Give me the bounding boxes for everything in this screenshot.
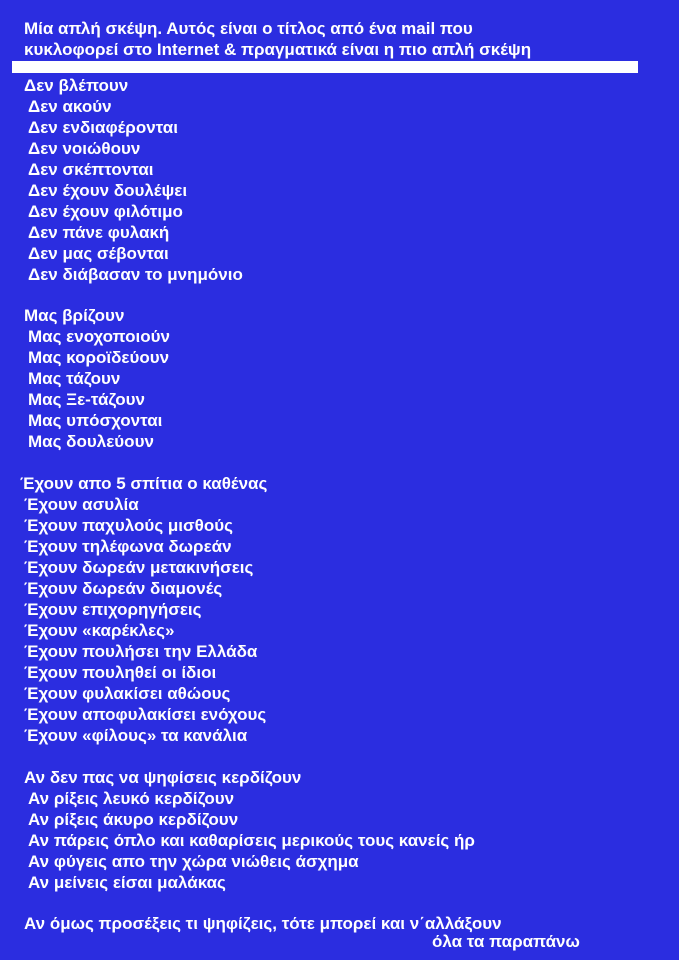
section3-line: Έχουν φυλακίσει αθώους	[24, 684, 231, 703]
section4-line: Αν φύγεις απο την χώρα νιώθεις άσχημα	[28, 852, 359, 871]
section4-line: Αν ρίξεις άκυρο κερδίζουν	[28, 810, 239, 829]
section3-line: Έχουν απο 5 σπίτια ο καθένας	[20, 474, 268, 493]
section2-line: Μας Ξε-τάζουν	[28, 390, 146, 409]
header-text	[24, 18, 664, 60]
section1-line: Δεν βλέπουν	[24, 76, 129, 95]
closing-line-1: Αν όμως προσέξεις τι ψηφίζεις, τότε μπορεί και ν΄αλλάξουν	[24, 914, 502, 933]
section3-line: Έχουν πουληθεί οι ίδιοι	[24, 663, 217, 682]
section3-line: Έχουν επιχορηγήσεις	[24, 600, 202, 619]
section3-line: Έχουν τηλέφωνα δωρεάν	[24, 537, 232, 556]
section1-line: Δεν διάβασαν το μνημόνιο	[28, 265, 243, 284]
section4-line: Αν μείνεις είσαι μαλάκας	[28, 873, 226, 892]
section1-line: Δεν ενδιαφέρονται	[28, 118, 178, 137]
section2-line: Μας τάζουν	[28, 369, 121, 388]
section3-line: Έχουν δωρεάν μετακινήσεις	[24, 558, 254, 577]
section2-line: Μας υπόσχονται	[28, 411, 163, 430]
header-line-1: Μία απλή σκέψη. Αυτός είναι ο τίτλος από ένα mail που	[24, 19, 473, 38]
section4-line: Αν δεν πας να ψηφίσεις κερδίζουν	[24, 768, 302, 787]
white-divider	[12, 61, 638, 73]
section1-line: Δεν νοιώθουν	[28, 139, 141, 158]
section3-line: Έχουν πουλήσει την Ελλάδα	[24, 642, 258, 661]
section4-line: Αν ρίξεις λευκό κερδίζουν	[28, 789, 235, 808]
section1-line: Δεν σκέπτονται	[28, 160, 154, 179]
section1-line: Δεν έχουν φιλότιμο	[28, 202, 183, 221]
closing-line-2: όλα τα παραπάνω	[432, 932, 580, 951]
section3-line: Έχουν παχυλούς μισθούς	[24, 516, 233, 535]
section3-line: Έχουν «καρέκλες»	[24, 621, 175, 640]
section1-line: Δεν πάνε φυλακή	[28, 223, 170, 242]
section4-line: Αν πάρεις όπλο και καθαρίσεις μερικούς τους κανείς ήρ	[28, 831, 475, 850]
section1-line: Δεν μας σέβονται	[28, 244, 169, 263]
section3-line: Έχουν δωρεάν διαμονές	[24, 579, 223, 598]
section3-line: Έχουν «φίλους» τα κανάλια	[24, 726, 248, 745]
section2-line: Μας βρίζουν	[24, 306, 125, 325]
section2-line: Μας δουλεύουν	[28, 432, 154, 451]
section2-line: Μας ενοχοποιούν	[28, 327, 170, 346]
section3-line: Έχουν ασυλία	[24, 495, 139, 514]
section1-line: Δεν ακούν	[28, 97, 112, 116]
section2-line: Μας κοροϊδεύουν	[28, 348, 170, 367]
header-line-2: κυκλοφορεί στο Internet & πραγματικά είναι η πιο απλή σκέψη	[24, 40, 532, 59]
section3-line: Έχουν αποφυλακίσει ενόχους	[24, 705, 267, 724]
section1-line: Δεν έχουν δουλέψει	[28, 181, 188, 200]
